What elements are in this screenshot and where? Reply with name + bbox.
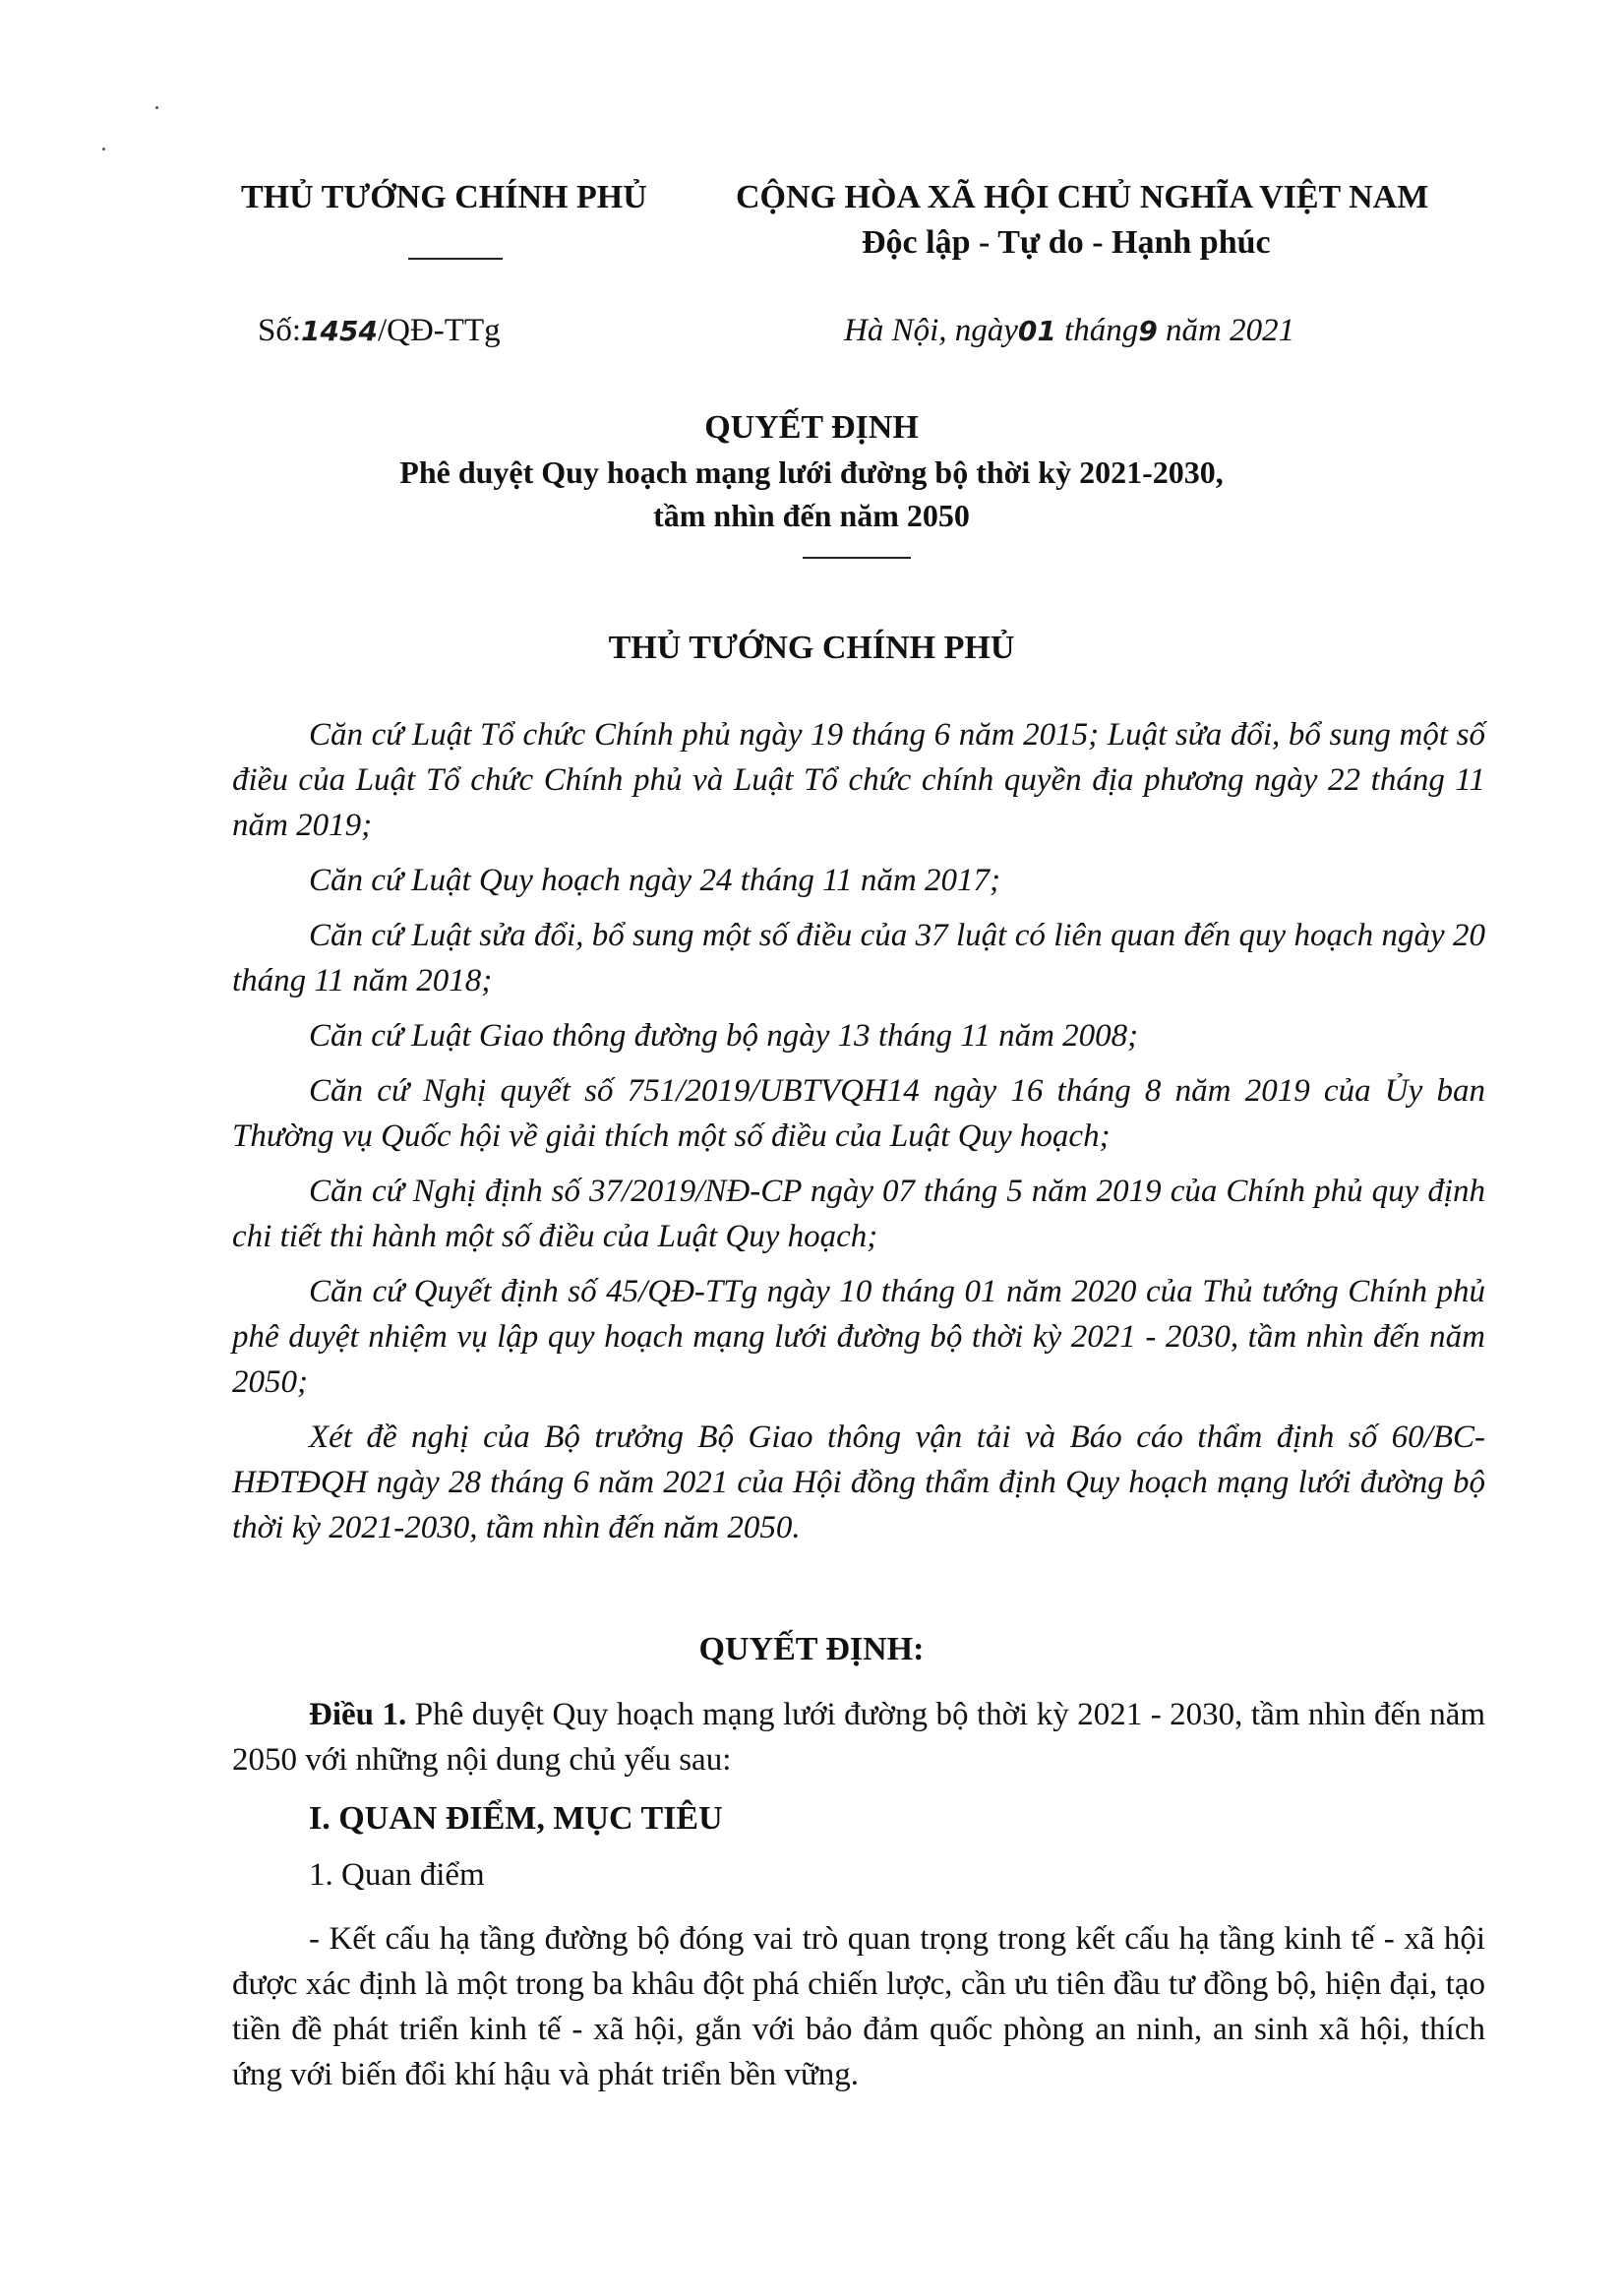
basis-item: Căn cứ Luật Giao thông đường bộ ngày 13 tháng 11 năm 2008;	[309, 1018, 1139, 1054]
agency-underline	[408, 258, 503, 260]
basis-item: Căn cứ Luật Tổ chức Chính phủ ngày 19 tháng 6 năm 2015; Luật sửa đổi, bổ sung một số điều của Luật Tổ chức Chính phủ và Luật Tổ chức chính quyền địa phương ngày 22 tháng 11 năm 2019;	[232, 717, 1485, 843]
article-1	[232, 1692, 1485, 1782]
basis-item: Căn cứ Nghị định số 37/2019/NĐ-CP ngày 07 tháng 5 năm 2019 của Chính phủ quy định chi tiết thi hành một số điều của Luật Quy hoạch;	[232, 1174, 1485, 1254]
subsection-1-heading: 1. Quan điểm	[309, 1857, 485, 1893]
section-1-paragraph	[232, 1916, 1485, 2097]
country-name: CỘNG HÒA XÃ HỘI CHỦ NGHĨA VIỆT NAM	[736, 179, 1429, 215]
scan-speck	[102, 148, 105, 151]
date-year: năm 2021	[1166, 313, 1295, 348]
number-handwritten: 1454	[301, 315, 378, 347]
basis-item: Căn cứ Nghị quyết số 751/2019/UBTVQH14 ngày 16 tháng 8 năm 2019 của Ủy ban Thường vụ Quốc hội về giải thích một số điều của Luật Quy hoạch;	[232, 1073, 1485, 1154]
basis-item: Căn cứ Luật sửa đổi, bổ sung một số điều của 37 luật có liên quan đến quy hoạch ngày 20 tháng 11 năm 2018;	[232, 918, 1485, 998]
legal-bases	[232, 712, 1485, 1560]
basis-item: Xét đề nghị của Bộ trưởng Bộ Giao thông vận tải và Báo cáo thẩm định số 60/BC-HĐTĐQH ngày 28 tháng 6 năm 2021 của Hội đồng thẩm định Quy hoạch mạng lưới đường bộ thời kỳ 2021-2030, tầm nhìn đến năm 2050.	[232, 1420, 1485, 1545]
scan-speck	[155, 106, 158, 109]
number-prefix: Số:	[258, 313, 302, 348]
title-underline	[803, 557, 911, 559]
document-number	[258, 313, 501, 349]
subject-line-1: Phê duyệt Quy hoạch mạng lưới đường bộ thời kỳ 2021-2030,	[399, 454, 1224, 490]
article-1-text: Phê duyệt Quy hoạch mạng lưới đường bộ thời kỳ 2021 - 2030, tầm nhìn đến năm 2050 với những nội dung chủ yếu sau:	[232, 1697, 1486, 1778]
date-day: 01	[1017, 315, 1056, 347]
date-place: Hà Nội, ngày	[844, 313, 1018, 348]
issuer-heading: THỦ TƯỚNG CHÍNH PHỦ	[608, 630, 1015, 666]
number-suffix: /QĐ-TTg	[377, 313, 501, 348]
basis-item: Căn cứ Quyết định số 45/QĐ-TTg ngày 10 tháng 01 năm 2020 của Thủ tướng Chính phủ phê duyệt nhiệm vụ lập quy hoạch mạng lưới đường bộ thời kỳ 2021 - 2030, tầm nhìn đến năm 2050;	[232, 1274, 1485, 1400]
document-kind: QUYẾT ĐỊNH	[704, 409, 919, 446]
national-motto: Độc lập - Tự do - Hạnh phúc	[862, 224, 1271, 261]
basis-item: Căn cứ Luật Quy hoạch ngày 24 tháng 11 năm 2017;	[309, 863, 1000, 898]
article-1-label: Điều 1.	[309, 1697, 407, 1732]
date-month-label: tháng	[1064, 313, 1139, 348]
section-1-heading: I. QUAN ĐIỂM, MỤC TIÊU	[309, 1800, 723, 1837]
subject-line-2: tầm nhìn đến năm 2050	[653, 498, 970, 533]
document-date	[844, 313, 1294, 349]
paragraph-text: - Kết cấu hạ tầng đường bộ đóng vai trò quan trọng trong kết cấu hạ tầng kinh tế - xã hội được xác định là một trong ba khâu đột phá chiến lược, cần ưu tiên đầu tư đồng bộ, hiện đại, tạo tiền đề phát triển kinh tế - xã hội, gắn với bảo đảm quốc phòng an ninh, an sinh xã hội, thích ứng với biến đổi khí hậu và phát triển bền vững.	[232, 1921, 1485, 2092]
decision-heading: QUYẾT ĐỊNH:	[698, 1631, 925, 1667]
agency-name: THỦ TƯỚNG CHÍNH PHỦ	[241, 179, 647, 215]
date-month: 9	[1138, 315, 1158, 347]
